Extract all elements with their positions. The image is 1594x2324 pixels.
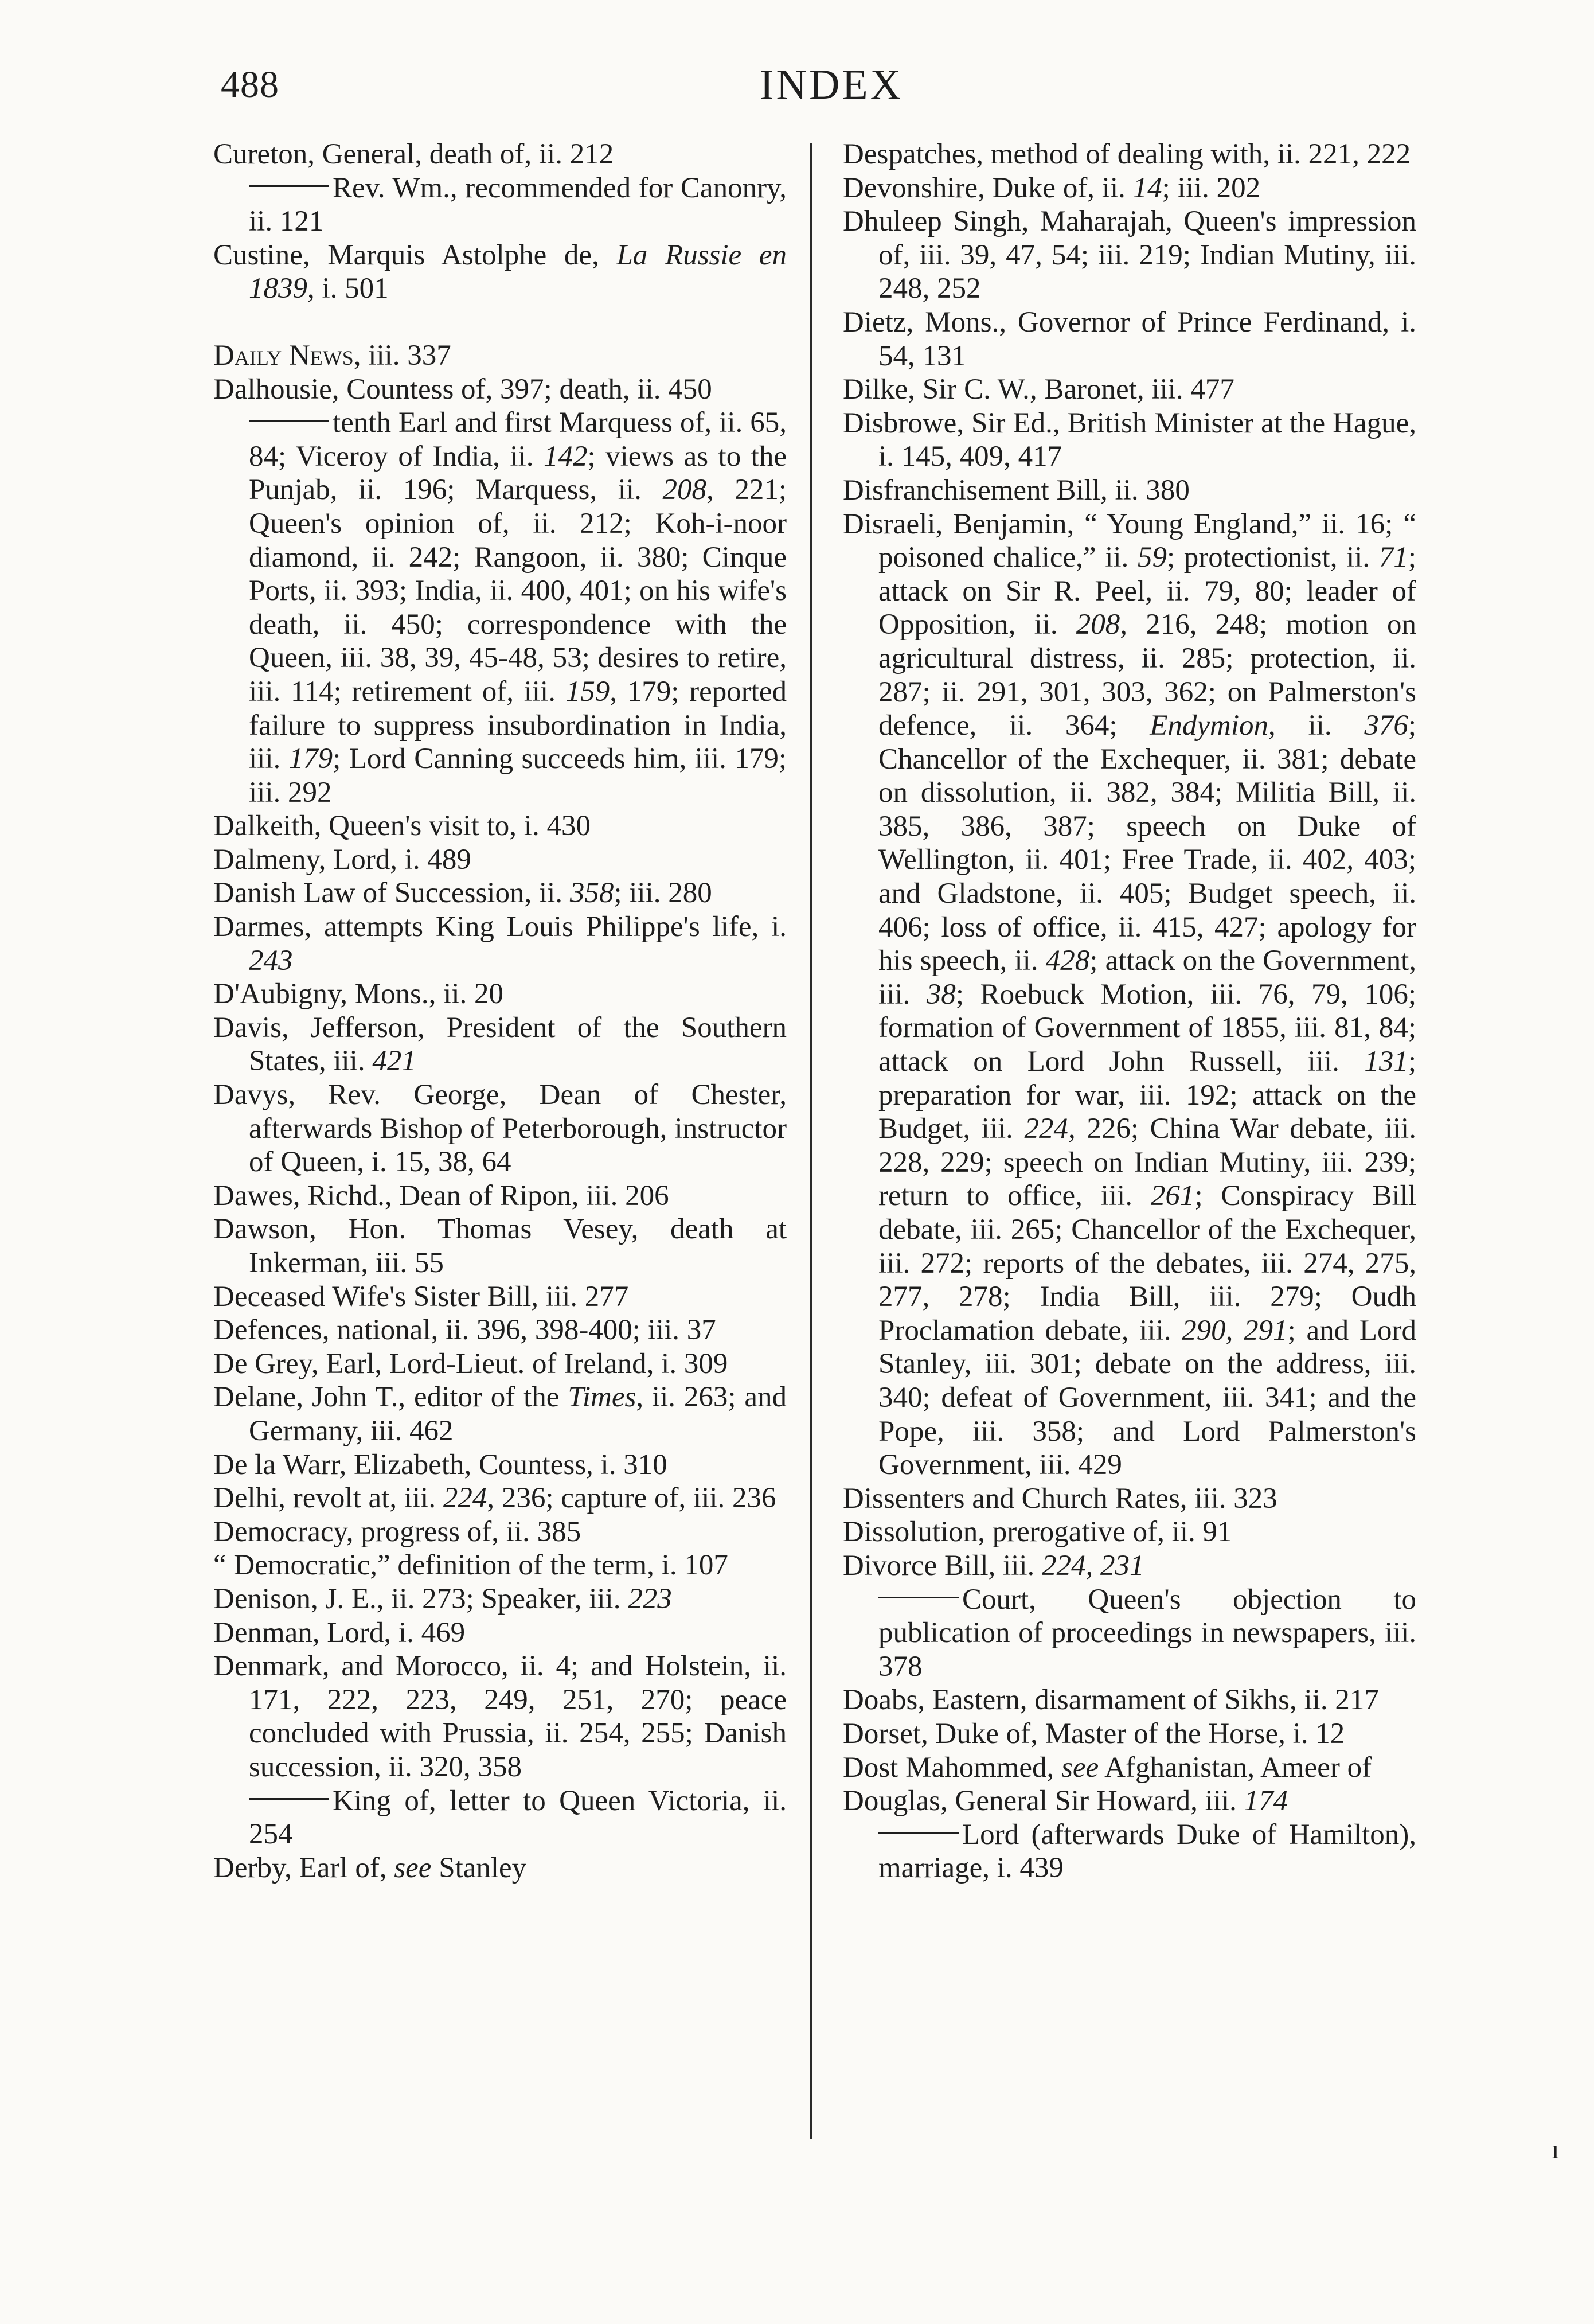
index-entry: Dalhousie, Countess of, 397; death, ii. 450: [213, 373, 712, 405]
index-entry: Davys, Rev. George, Dean of Chester, afterwards Bishop of Peterborough, instructor of Queen, i. 15, 38, 64: [213, 1079, 787, 1179]
index-entry: Davis, Jefferson, President of the Southern States, iii. 421: [213, 1011, 787, 1078]
page-title: INDEX: [759, 61, 904, 108]
index-column-right: [843, 138, 1416, 1885]
index-entry: Dalkeith, Queen's visit to, i. 430: [213, 810, 591, 843]
index-entry: Douglas, General Sir Howard, iii. 174: [843, 1785, 1288, 1818]
index-entry: Dissenters and Church Rates, iii. 323: [843, 1482, 1277, 1515]
index-entry: Dietz, Mons., Governor of Prince Ferdinand, i. 54, 131: [843, 306, 1416, 372]
section-gap: [213, 306, 787, 339]
index-entry: Disbrowe, Sir Ed., British Minister at the Hague, i. 145, 409, 417: [843, 407, 1416, 473]
index-entry: De la Warr, Elizabeth, Countess, i. 310: [213, 1448, 667, 1481]
index-entry: Denison, J. E., ii. 273; Speaker, iii. 223: [213, 1582, 672, 1615]
index-entry: Darmes, attempts King Louis Philippe's life, i. 243: [213, 911, 787, 977]
index-entry: “ Democratic,” definition of the term, i. 107: [213, 1549, 728, 1582]
index-entry: Devonshire, Duke of, ii. 14; iii. 202: [843, 171, 1261, 204]
ditto-dash: [249, 420, 329, 422]
index-entry: De Grey, Earl, Lord-Lieut. of Ireland, i. 309: [213, 1347, 728, 1380]
index-entry: Dalmeny, Lord, i. 489: [213, 843, 471, 876]
index-entry: Disfranchisement Bill, ii. 380: [843, 474, 1190, 506]
index-entry: Doabs, Eastern, disarmament of Sikhs, ii. 217: [843, 1684, 1379, 1717]
index-entry: Dorset, Duke of, Master of the Horse, i. 12: [843, 1717, 1345, 1750]
index-subentry: Rev. Wm., recommended for Canonry, ii. 121: [249, 171, 787, 238]
index-entry: Dawes, Richd., Dean of Ripon, iii. 206: [213, 1179, 669, 1212]
index-entry: D'Aubigny, Mons., ii. 20: [213, 978, 503, 1011]
stray-mark: ı: [1552, 2134, 1560, 2165]
index-entry: Despatches, method of dealing with, ii. 221, 222: [843, 138, 1411, 170]
index-column-left: [213, 138, 787, 1885]
index-subentry: Court, Queen's objection to publication of proceedings in newspapers, iii. 378: [878, 1583, 1416, 1683]
index-entry: Dilke, Sir C. W., Baronet, iii. 477: [843, 373, 1234, 406]
index-subentry: King of, letter to Queen Victoria, ii. 254: [249, 1784, 787, 1851]
index-entry: Danish Law of Succession, ii. 358; iii. 280: [213, 877, 712, 910]
index-entry: Dawson, Hon. Thomas Vesey, death at Inkerman, iii. 55: [213, 1213, 787, 1279]
index-entry: Divorce Bill, iii. 224, 231: [843, 1549, 1144, 1582]
index-subentry: Lord (afterwards Duke of Hamilton), marriage, i. 439: [878, 1818, 1416, 1885]
index-subentry: tenth Earl and first Marquess of, ii. 65, 84; Viceroy of India, ii. 142; views as to the Punjab, ii. 196; Marquess, ii. 208, 221; Queen's opinion of, ii. 212; Koh-i-noor diamond, ii. 242; Rangoon, ii. 380; Cinque Ports, ii. 393; India, ii. 400, 401; on his wife's death, ii. 450; correspondence with the Queen, iii. 38, 39, 45-48, 53; desires to retire, iii. 114; retirement of, iii. 159, 179; reported failure to suppress insubordination in India, iii. 179; Lord Canning succeeds him, iii. 179; iii. 292: [249, 407, 787, 809]
index-entry: Denman, Lord, i. 469: [213, 1616, 466, 1649]
index-entry: Disraeli, Benjamin, “ Young England,” ii. 16; “ poisoned chalice,” ii. 59; protectionist, ii. 71; attack on Sir R. Peel, ii. 79, 80; leader of Opposition, ii. 208, 216, 248; motion on agricultural distress, ii. 285; protection, ii. 287; ii. 291, 301, 303, 362; on Palmerston's defence, ii. 364; Endymion, ii. 376; Chancellor of the Exchequer, ii. 381; debate on dissolution, ii. 382, 384; Militia Bill, ii. 385, 386, 387; speech on Duke of Wellington, ii. 401; Free Trade, ii. 402, 403; and Gladstone, ii. 405; Budget speech, ii. 406; loss of office, ii. 415, 427; apology for his speech, ii. 428; attack on the Government, iii. 38; Roebuck Motion, iii. 76, 79, 106; formation of Government of 1855, iii. 81, 84; attack on Lord John Russell, iii. 131; preparation for war, iii. 192; attack on the Budget, iii. 224, 226; China War debate, iii. 228, 229; speech on Indian Mutiny, iii. 239; return to office, iii. 261; Conspiracy Bill debate, iii. 265; Chancellor of the Exchequer, iii. 272; reports of the debates, iii. 274, 275, 277, 278; India Bill, iii. 279; Oudh Proclamation debate, iii. 290, 291; and Lord Stanley, iii. 301; debate on the address, iii. 340; defeat of Government, iii. 341; and the Pope, iii. 358; and Lord Palmerston's Government, iii. 429: [843, 508, 1417, 1481]
index-entry: Denmark, and Morocco, ii. 4; and Holstein, ii. 171, 222, 223, 249, 251, 270; peace concluded with Prussia, ii. 254, 255; Danish succession, ii. 320, 358: [213, 1650, 787, 1783]
ditto-dash: [878, 1597, 959, 1598]
ditto-dash: [249, 185, 329, 187]
column-divider: [810, 143, 812, 2139]
ditto-dash: [249, 1798, 329, 1800]
index-entry: Cureton, General, death of, ii. 212: [213, 138, 614, 170]
index-entry: Delhi, revolt at, iii. 224, 236; capture of, iii. 236: [213, 1482, 776, 1515]
index-entry: Deceased Wife's Sister Bill, iii. 277: [213, 1280, 629, 1313]
index-entry: Democracy, progress of, ii. 385: [213, 1515, 581, 1548]
index-entry: Custine, Marquis Astolphe de, La Russie en 1839, i. 501: [213, 239, 787, 305]
page-number: 488: [221, 64, 279, 106]
index-entry: Delane, John T., editor of the Times, ii. 263; and Germany, iii. 462: [213, 1381, 787, 1447]
index-entry: Derby, Earl of, see Stanley: [213, 1851, 527, 1884]
index-entry: Dhuleep Singh, Maharajah, Queen's impression of, iii. 39, 47, 54; iii. 219; Indian Mutiny, iii. 248, 252: [843, 205, 1416, 305]
index-entry: Daily News, iii. 337: [213, 339, 451, 372]
index-entry: Dost Mahommed, see Afghanistan, Ameer of: [843, 1751, 1372, 1784]
index-entry: Dissolution, prerogative of, ii. 91: [843, 1516, 1232, 1549]
index-entry: Defences, national, ii. 396, 398-400; iii. 37: [213, 1314, 716, 1347]
ditto-dash: [878, 1832, 959, 1834]
